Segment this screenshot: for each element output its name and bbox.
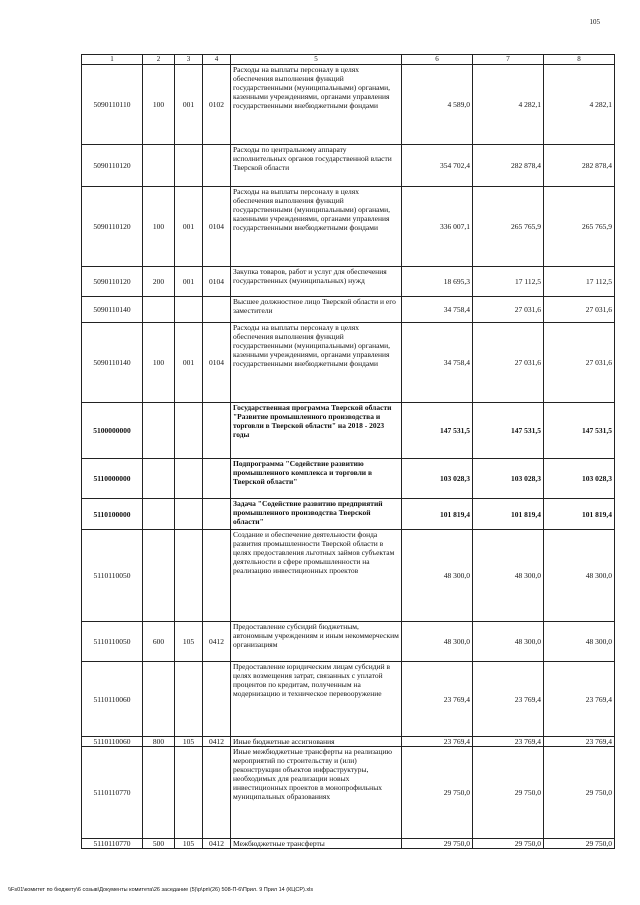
description-cell: Иные бюджетные ассигнования xyxy=(231,737,402,747)
amount-cell-6: 101 819,4 xyxy=(402,499,473,530)
header-col-8: 8 xyxy=(544,55,615,65)
vr-cell: 800 xyxy=(143,737,175,747)
code-cell: 5090110120 xyxy=(82,187,143,267)
table-row xyxy=(82,187,615,267)
amount-cell-8: 48 300,0 xyxy=(544,530,615,622)
amount-cell-8: 48 300,0 xyxy=(544,622,615,662)
vedomstvo-cell: 001 xyxy=(175,267,203,297)
header-col-4: 4 xyxy=(203,55,231,65)
description-cell: Предоставление юридическим лицам субсидий в целях возмещения затрат, связанных с уплатой процентов по кредитам, полученным на модернизацию и техническое перевооружение xyxy=(231,662,402,737)
vedomstvo-cell: 001 xyxy=(175,323,203,403)
amount-cell-8: 265 765,9 xyxy=(544,187,615,267)
vr-cell: 100 xyxy=(143,323,175,403)
section-cell: 0412 xyxy=(203,737,231,747)
section-cell: 0104 xyxy=(203,323,231,403)
description-cell: Иные межбюджетные трансферты на реализацию мероприятий по строительству и (или) реконструкции объектов инфраструктуры, необходимых для реализации новых инвестиционных проектов в монопрофильных муниципальных образованиях xyxy=(231,747,402,839)
amount-cell-8: 27 031,6 xyxy=(544,323,615,403)
section-cell xyxy=(203,459,231,499)
header-col-5: 5 xyxy=(231,55,402,65)
amount-cell-6: 29 750,0 xyxy=(402,747,473,839)
amount-cell-8: 17 112,5 xyxy=(544,267,615,297)
vr-cell: 500 xyxy=(143,839,175,849)
amount-cell-6: 48 300,0 xyxy=(402,530,473,622)
section-cell xyxy=(203,747,231,839)
code-cell: 5110110050 xyxy=(82,622,143,662)
section-cell: 0412 xyxy=(203,839,231,849)
header-col-2: 2 xyxy=(143,55,175,65)
vr-cell: 100 xyxy=(143,65,175,145)
description-cell: Закупка товаров, работ и услуг для обеспечения государственных (муниципальных) нужд xyxy=(231,267,402,297)
table-row xyxy=(82,145,615,187)
vr-cell: 100 xyxy=(143,187,175,267)
amount-cell-8: 23 769,4 xyxy=(544,662,615,737)
amount-cell-7: 23 769,4 xyxy=(473,662,544,737)
code-cell: 5110000000 xyxy=(82,459,143,499)
description-cell: Расходы на выплаты персоналу в целях обеспечения выполнения функций государственными (муниципальными) органами, казенными учреждениями, органами управления государственными внебюджетными фондами xyxy=(231,65,402,145)
vr-cell xyxy=(143,459,175,499)
amount-cell-8: 103 028,3 xyxy=(544,459,615,499)
amount-cell-8: 147 531,5 xyxy=(544,403,615,459)
file-path-footer: \\Fs01\комитет по бюджету\6 созыв\Документы комитета\26 заседание (5)\р\рп\(26) 508-П-6\Прил. 9 Прил 14 (КЦСР).xls xyxy=(8,887,314,893)
table-row xyxy=(82,323,615,403)
amount-cell-6: 354 702,4 xyxy=(402,145,473,187)
amount-cell-6: 103 028,3 xyxy=(402,459,473,499)
vedomstvo-cell xyxy=(175,530,203,622)
description-cell: Расходы на выплаты персоналу в целях обеспечения выполнения функций государственными (муниципальными) органами, казенными учреждениями, органами управления государственными внебюджетными фондами xyxy=(231,187,402,267)
header-col-6: 6 xyxy=(402,55,473,65)
description-cell: Расходы по центральному аппарату исполнительных органов государственной власти Тверской области xyxy=(231,145,402,187)
vedomstvo-cell: 001 xyxy=(175,187,203,267)
vr-cell xyxy=(143,530,175,622)
vr-cell xyxy=(143,499,175,530)
table-row xyxy=(82,65,615,145)
vr-cell xyxy=(143,662,175,737)
amount-cell-8: 23 769,4 xyxy=(544,737,615,747)
table-row xyxy=(82,839,615,849)
code-cell: 5110100000 xyxy=(82,499,143,530)
vedomstvo-cell xyxy=(175,403,203,459)
vr-cell xyxy=(143,747,175,839)
description-cell: Создание и обеспечение деятельности фонда развития промышленности Тверской области в целях предоставления льготных займов субъектам деятельности в сфере промышленности на реализацию инвестиционных проектов xyxy=(231,530,402,622)
code-cell: 5090110120 xyxy=(82,267,143,297)
code-cell: 5110110060 xyxy=(82,737,143,747)
code-cell: 5110110060 xyxy=(82,662,143,737)
amount-cell-7: 27 031,6 xyxy=(473,297,544,323)
amount-cell-7: 48 300,0 xyxy=(473,622,544,662)
code-cell: 5110110770 xyxy=(82,747,143,839)
vedomstvo-cell xyxy=(175,297,203,323)
amount-cell-7: 29 750,0 xyxy=(473,747,544,839)
section-cell xyxy=(203,662,231,737)
amount-cell-8: 4 282,1 xyxy=(544,65,615,145)
description-cell: Межбюджетные трансферты xyxy=(231,839,402,849)
section-cell xyxy=(203,499,231,530)
table-row xyxy=(82,297,615,323)
amount-cell-6: 18 695,3 xyxy=(402,267,473,297)
section-cell xyxy=(203,145,231,187)
table-row xyxy=(82,530,615,622)
amount-cell-6: 336 007,1 xyxy=(402,187,473,267)
section-cell: 0102 xyxy=(203,65,231,145)
vedomstvo-cell xyxy=(175,459,203,499)
code-cell: 5090110120 xyxy=(82,145,143,187)
vr-cell xyxy=(143,403,175,459)
vedomstvo-cell: 105 xyxy=(175,622,203,662)
vedomstvo-cell xyxy=(175,499,203,530)
amount-cell-6: 147 531,5 xyxy=(402,403,473,459)
amount-cell-6: 48 300,0 xyxy=(402,622,473,662)
description-cell: Высшее должностное лицо Тверской области и его заместители xyxy=(231,297,402,323)
amount-cell-6: 34 758,4 xyxy=(402,297,473,323)
table-row xyxy=(82,459,615,499)
vedomstvo-cell xyxy=(175,747,203,839)
table-row xyxy=(82,267,615,297)
code-cell: 5110110770 xyxy=(82,839,143,849)
amount-cell-7: 282 878,4 xyxy=(473,145,544,187)
table-row xyxy=(82,622,615,662)
budget-table xyxy=(81,54,615,849)
section-cell: 0104 xyxy=(203,187,231,267)
header-col-3: 3 xyxy=(175,55,203,65)
code-cell: 5110110050 xyxy=(82,530,143,622)
description-cell: Расходы на выплаты персоналу в целях обеспечения выполнения функций государственными (муниципальными) органами, казенными учреждениями, органами управления государственными внебюджетными фондами xyxy=(231,323,402,403)
vr-cell: 200 xyxy=(143,267,175,297)
amount-cell-7: 23 769,4 xyxy=(473,737,544,747)
amount-cell-7: 103 028,3 xyxy=(473,459,544,499)
amount-cell-8: 29 750,0 xyxy=(544,747,615,839)
page-number: 105 xyxy=(589,18,600,26)
amount-cell-8: 101 819,4 xyxy=(544,499,615,530)
amount-cell-7: 4 282,1 xyxy=(473,65,544,145)
amount-cell-7: 147 531,5 xyxy=(473,403,544,459)
amount-cell-6: 23 769,4 xyxy=(402,737,473,747)
table-row xyxy=(82,662,615,737)
code-cell: 5100000000 xyxy=(82,403,143,459)
table-row xyxy=(82,499,615,530)
vr-cell: 600 xyxy=(143,622,175,662)
amount-cell-6: 29 750,0 xyxy=(402,839,473,849)
description-cell: Государственная программа Тверской области "Развитие промышленного производства и торговли в Тверской области" на 2018 - 2023 годы xyxy=(231,403,402,459)
code-cell: 5090110140 xyxy=(82,323,143,403)
header-col-7: 7 xyxy=(473,55,544,65)
section-cell xyxy=(203,403,231,459)
table-header-row xyxy=(82,55,615,65)
amount-cell-8: 282 878,4 xyxy=(544,145,615,187)
vedomstvo-cell: 105 xyxy=(175,737,203,747)
vedomstvo-cell xyxy=(175,662,203,737)
vr-cell xyxy=(143,297,175,323)
vedomstvo-cell xyxy=(175,145,203,187)
table-row xyxy=(82,737,615,747)
section-cell: 0412 xyxy=(203,622,231,662)
amount-cell-7: 17 112,5 xyxy=(473,267,544,297)
amount-cell-7: 29 750,0 xyxy=(473,839,544,849)
description-cell: Подпрограмма "Содействие развитию промышленного комплекса и торговли в Тверской области" xyxy=(231,459,402,499)
description-cell: Предоставление субсидий бюджетным, автономным учреждениям и иным некоммерческим организациям xyxy=(231,622,402,662)
vr-cell xyxy=(143,145,175,187)
table-row xyxy=(82,747,615,839)
amount-cell-6: 4 589,0 xyxy=(402,65,473,145)
amount-cell-7: 27 031,6 xyxy=(473,323,544,403)
code-cell: 5090110140 xyxy=(82,297,143,323)
amount-cell-8: 29 750,0 xyxy=(544,839,615,849)
vedomstvo-cell: 105 xyxy=(175,839,203,849)
table-row xyxy=(82,403,615,459)
amount-cell-7: 101 819,4 xyxy=(473,499,544,530)
description-cell: Задача "Содействие развитию предприятий промышленного производства Тверской области" xyxy=(231,499,402,530)
section-cell xyxy=(203,297,231,323)
section-cell xyxy=(203,530,231,622)
amount-cell-7: 48 300,0 xyxy=(473,530,544,622)
header-col-1: 1 xyxy=(82,55,143,65)
amount-cell-6: 23 769,4 xyxy=(402,662,473,737)
amount-cell-8: 27 031,6 xyxy=(544,297,615,323)
amount-cell-6: 34 758,4 xyxy=(402,323,473,403)
section-cell: 0104 xyxy=(203,267,231,297)
code-cell: 5090110110 xyxy=(82,65,143,145)
amount-cell-7: 265 765,9 xyxy=(473,187,544,267)
vedomstvo-cell: 001 xyxy=(175,65,203,145)
